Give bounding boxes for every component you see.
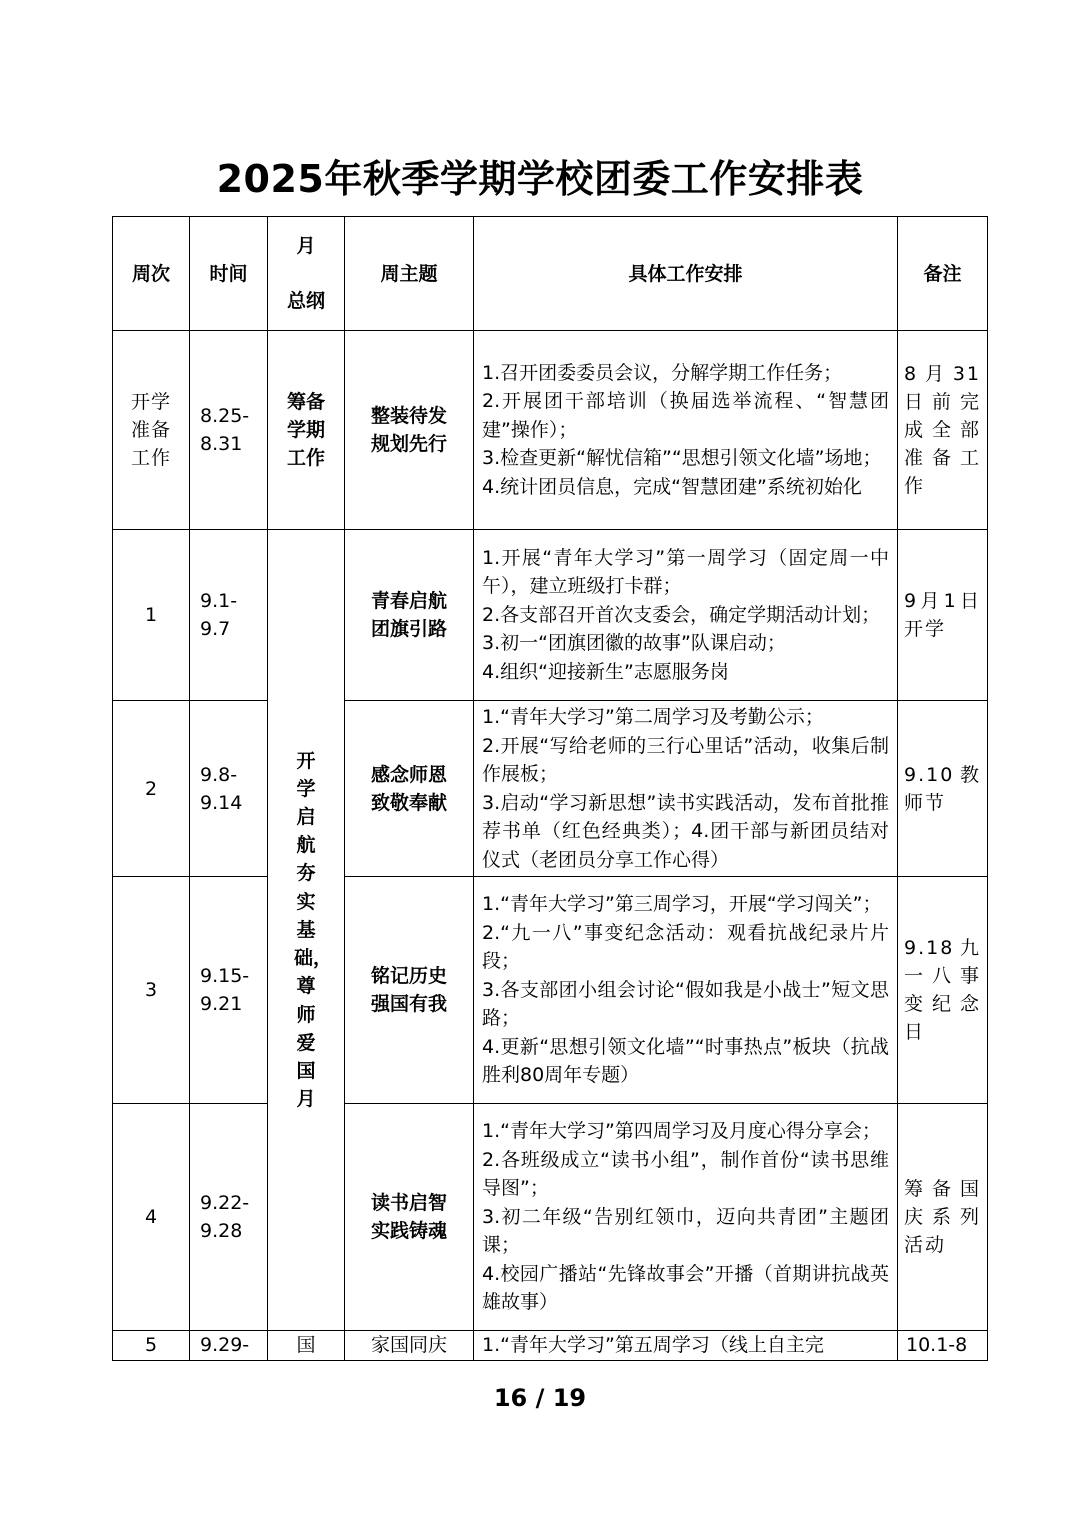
row-time: 8.25-8.31 (190, 331, 268, 530)
task-item: 1.“青年大学习”第四周学习及月度心得分享会； (482, 1120, 881, 1143)
row-tasks (474, 530, 898, 701)
row-week: 5 (113, 1331, 190, 1361)
row-tasks (474, 1331, 898, 1361)
row-note: 9月1日开学 (898, 530, 988, 701)
task-item: 4.组织“迎接新生”志愿服务岗 (482, 660, 729, 683)
row-outline: 筹备学期工作 (268, 331, 345, 530)
task-item: 4.统计团员信息，完成“智慧团建”系统初始化 (482, 475, 862, 498)
row-time: 9.8-9.14 (190, 701, 268, 877)
header-month-outline-top: 月 (296, 235, 316, 257)
task-item: 3.初一“团旗团徽的故事”队课启动； (482, 632, 786, 655)
row-tasks (474, 877, 898, 1104)
row-tasks (474, 1104, 898, 1331)
row-week: 2 (113, 701, 190, 877)
row-tasks (474, 331, 898, 530)
row-note: 9.18九一八事变纪念日 (898, 877, 988, 1104)
row-week: 4 (113, 1104, 190, 1331)
table-row (113, 1331, 988, 1361)
header-theme: 周主题 (345, 217, 474, 331)
task-item: 3.各支部团小组会讨论“假如我是小战士”短文思路； (482, 978, 889, 1030)
row-note: 10.1-8 (898, 1331, 988, 1361)
row-note: 筹备国庆系列活动 (898, 1104, 988, 1331)
row-week: 3 (113, 877, 190, 1104)
row-time: 9.15-9.21 (190, 877, 268, 1104)
table-row (113, 331, 988, 530)
header-time: 时间 (190, 217, 268, 331)
table-row (113, 530, 988, 701)
row-theme: 读书启智实践铸魂 (345, 1104, 474, 1331)
task-item: 3.初二年级“告别红领巾，迈向共青团”主题团课； (482, 1205, 889, 1257)
task-item: 2.各支部召开首次支委会，确定学期活动计划； (482, 603, 881, 626)
row-note: 8月31日前完成全部准备工作 (898, 331, 988, 530)
row-theme: 铭记历史强国有我 (345, 877, 474, 1104)
table-row (113, 1104, 988, 1331)
header-tasks: 具体工作安排 (474, 217, 898, 331)
task-item: 1.“青年大学习”第二周学习及考勤公示； (482, 706, 824, 728)
task-item: 4.校园广播站“先锋故事会”开播（首期讲抗战英雄故事） (482, 1262, 889, 1314)
row-week: 开学准备工作 (113, 331, 190, 530)
task-item: 1.“青年大学习”第五周学习（线上自主完 (482, 1334, 824, 1356)
task-item: 1.开展“青年大学习”第一周学习（固定周一中午），建立班级打卡群； (482, 546, 889, 598)
row-time: 9.22-9.28 (190, 1104, 268, 1331)
row-note: 9.10教师节 (898, 701, 988, 877)
task-item: 2.开展团干部培训（换届选举流程、“智慧团建”操作）； (482, 390, 889, 441)
task-item: 2.开展“写给老师的三行心里话”活动，收集后制作展板； (482, 734, 889, 785)
task-item: 1.召开团委委员会议，分解学期工作任务； (482, 361, 843, 384)
task-item: 2.“九一八”事变纪念活动：观看抗战纪录片片段； (482, 921, 889, 973)
row-tasks (474, 701, 898, 877)
row-theme: 家国同庆 (345, 1331, 474, 1361)
task-item: 3.启动“学习新思想”读书实践活动，发布首批推荐书单（红色经典类）；4.团干部与新团员结对仪式（老团员分享工作心得） (482, 791, 889, 871)
row-week: 1 (113, 530, 190, 701)
table-row (113, 701, 988, 877)
page-number: 16 / 19 (493, 1384, 587, 1412)
row-theme: 青春启航团旗引路 (345, 530, 474, 701)
table-row (113, 877, 988, 1104)
row-theme: 整装待发规划先行 (345, 331, 474, 530)
header-week: 周次 (113, 217, 190, 331)
header-month-outline (268, 217, 345, 331)
row-theme: 感念师恩致敬奉献 (345, 701, 474, 877)
row-time: 9.29- (190, 1331, 268, 1361)
task-item: 3.检查更新“解忧信箱”“思想引领文化墙”场地； (482, 447, 882, 470)
header-month-outline-bottom: 总纲 (286, 290, 325, 312)
task-item: 2.各班级成立“读书小组”，制作首份“读书思维导图”； (482, 1148, 889, 1200)
row-time: 9.1-9.7 (190, 530, 268, 701)
task-item: 4.更新“思想引领文化墙”“时事热点”板块（抗战胜利80周年专题） (482, 1035, 889, 1087)
task-item: 1.“青年大学习”第三周学习，开展“学习闯关”； (482, 893, 882, 916)
merged-month-outline: 开学启航夯实基础，尊师爱国月 (268, 530, 345, 1331)
row-outline: 国 (268, 1331, 345, 1361)
page-title: 2025年秋季学期学校团委工作安排表 (216, 157, 864, 201)
table-header-row (113, 217, 988, 331)
schedule-table (112, 216, 988, 1361)
header-notes: 备注 (898, 217, 988, 331)
